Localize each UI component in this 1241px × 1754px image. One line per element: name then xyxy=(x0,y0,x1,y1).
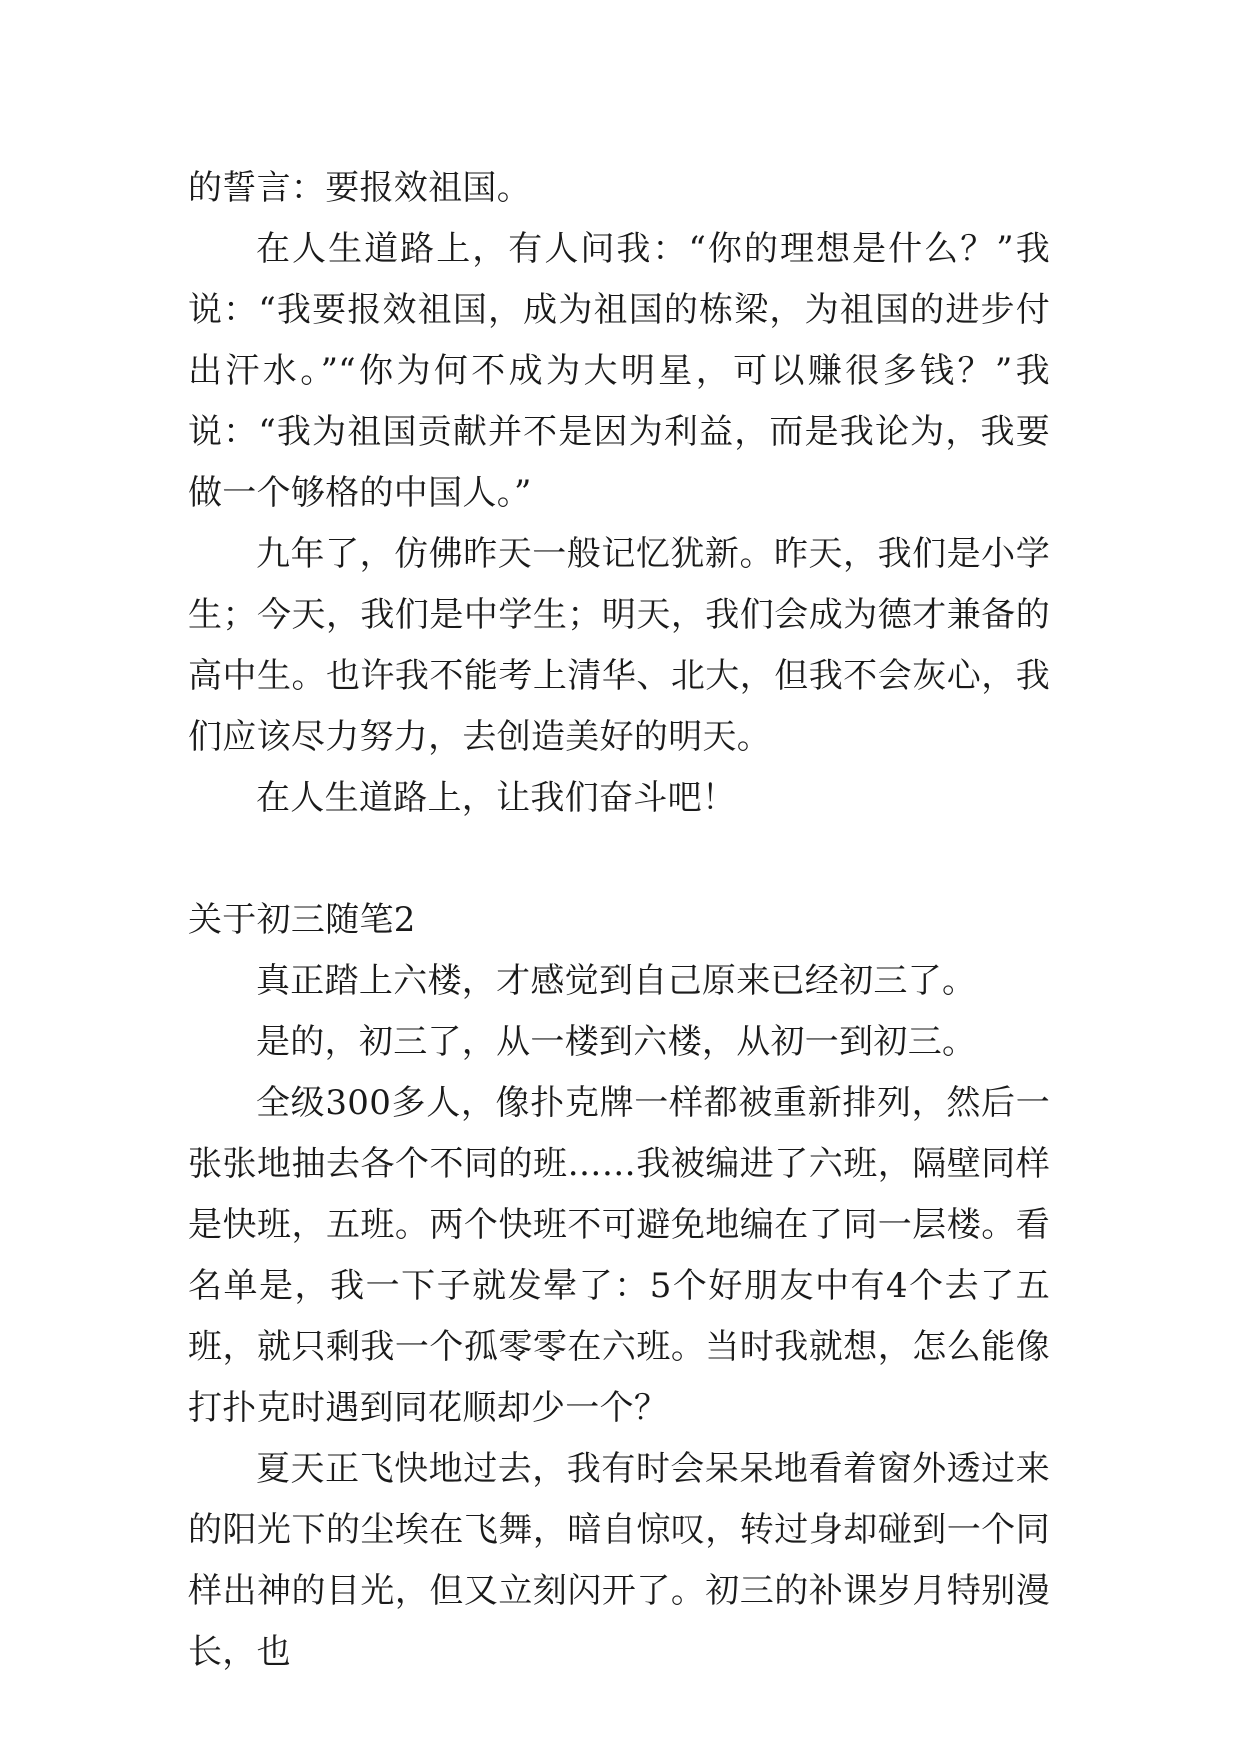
section-title: 关于初三随笔2 xyxy=(188,900,416,940)
paragraph-sixth-floor: 真正踏上六楼，才感觉到自己原来已经初三了。 xyxy=(256,961,977,1001)
paragraph-ideal-dialogue: 在人生道路上，有人问我：“你的理想是什么？”我说：“我要报效祖国，成为祖国的栋梁，为祖国的进步付出汗水。”“你为何不成为大明星，可以赚很多钱？”我说：“我为祖国贡献并不是因为利益，而是我论为，我要做一个够格的中国人。” xyxy=(188,229,1050,513)
paragraph-continued: 的誓言：要报效祖国。 xyxy=(188,168,531,208)
document-body xyxy=(188,158,1050,1683)
paragraph-first-to-sixth: 是的，初三了，从一楼到六楼，从初一到初三。 xyxy=(256,1022,977,1062)
paragraph-class-assignment: 全级300多人，像扑克牌一样都被重新排列，然后一张张地抽去各个不同的班……我被编进了六班，隔壁同样是快班，五班。两个快班不可避免地编在了同一层楼。看名单是，我一下子就发晕了：5个好朋友中有4个去了五班，就只剩我一个孤零零在六班。当时我就想，怎么能像打扑克时遇到同花顺却少一个？ xyxy=(188,1083,1050,1428)
paragraph-nine-years: 九年了，仿佛昨天一般记忆犹新。昨天，我们是小学生；今天，我们是中学生；明天，我们会成为德才兼备的高中生。也许我不能考上清华、北大，但我不会灰心，我们应该尽力努力，去创造美好的明天。 xyxy=(188,534,1050,757)
paragraph-strive: 在人生道路上，让我们奋斗吧！ xyxy=(256,778,737,818)
paragraph-summer: 夏天正飞快地过去，我有时会呆呆地看着窗外透过来的阳光下的尘埃在飞舞，暗自惊叹，转过身却碰到一个同样出神的目光，但又立刻闪开了。初三的补课岁月特别漫长，也 xyxy=(188,1449,1050,1672)
